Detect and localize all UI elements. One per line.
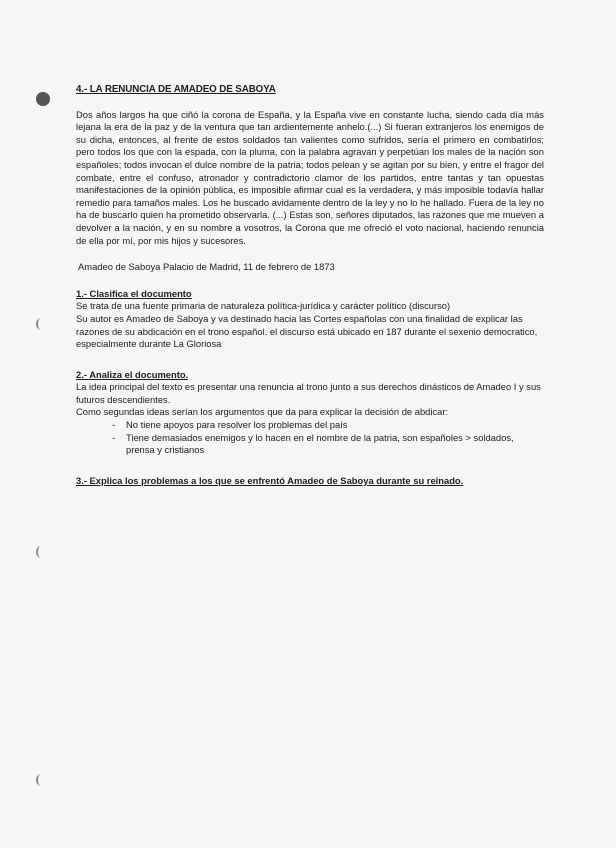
question-2-answer-line: La idea principal del texto es presentar una renuncia al trono junto a sus derechos dinásticos de Amadeo I y sus futuros descendientes. <box>76 381 541 405</box>
list-item: - Tiene demasiados enemigos y lo hacen en el nombre de la patria, son españoles > soldados, prensa y cristianos <box>112 432 544 457</box>
question-2-answer-line: Como segundas ideas serían los argumentos que da para explicar la decisión de abdicar: <box>76 406 449 418</box>
question-1-heading: 1.- Clasifica el documento <box>76 287 192 299</box>
question-1-answer-line: Su autor es Amadeo de Saboya y va destinado hacia las Cortes españolas con una finalidad de explicar las razones de su abdicación en el trono español. el discurso está ubicado en 187 durante el sexenio democratico, especialmente durante La Gloriosa <box>76 312 538 350</box>
document-content <box>76 84 544 487</box>
question-1-section <box>76 288 544 351</box>
document-title: 4.- LA RENUNCIA DE AMADEO DE SABOYA <box>76 84 276 95</box>
question-2-heading: 2.- Analiza el documento. <box>76 368 189 380</box>
list-item: - No tiene apoyos para resolver los problemas del país <box>112 419 544 432</box>
question-1-answer-line: Se trata de una fuente primaria de naturaleza política-jurídica y carácter político (discurso) <box>76 300 451 312</box>
question-2-bullet-list <box>76 419 544 457</box>
source-quote: Dos años largos ha que ciñó la corona de España, y la España vive en constante lucha, siendo cada día más lejana la era de la paz y de la ventura que tan ardientemente anhelo.(...) Si fueran extranjeros los enemigos de su dicha, entonces, al frente de estos soldados tan valientes como sufridos, sería el primero en combatirlos; pero todos los que con la espada, con la pluma, con la palabra agravan y perpetúan los males de la nación son españoles; todos invocan el dulce nombre de la patria; todos pelean y se agitan por su bien, y entre el fragor del combate, entre el confuso, atronador y contradictorio clamor de los partidos, entre tantas y tan opuestas manifestaciones de la opinión pública, es imposible afirmar cual es la verdadera, y más imposible todavía hallar remedio para tamaños males. Los he buscado avidamente dentro de la ley y no lo he hallado. Fuera de la ley no ha de buscarlo quien ha prometido observarla. (...) Estas son, señores diputados, las razones que me mueven a devolver a la nación, y en su nombre a vosotros, la Corona que me ofreció el voto nacional, haciendo renuncia de ella por mí, por mis hijos y sucesores. <box>76 108 544 246</box>
question-3-heading: 3.- Explica los problemas a los que se enfrentó Amadeo de Saboya durante su reinado. <box>76 474 464 486</box>
question-2-section <box>76 369 544 457</box>
binder-hole-icon <box>36 546 47 558</box>
binder-hole-icon <box>36 92 50 106</box>
source-signature: Amadeo de Saboya Palacio de Madrid, 11 de febrero de 1873 <box>78 261 335 273</box>
binder-hole-icon <box>36 774 47 786</box>
binder-hole-icon <box>36 318 47 330</box>
